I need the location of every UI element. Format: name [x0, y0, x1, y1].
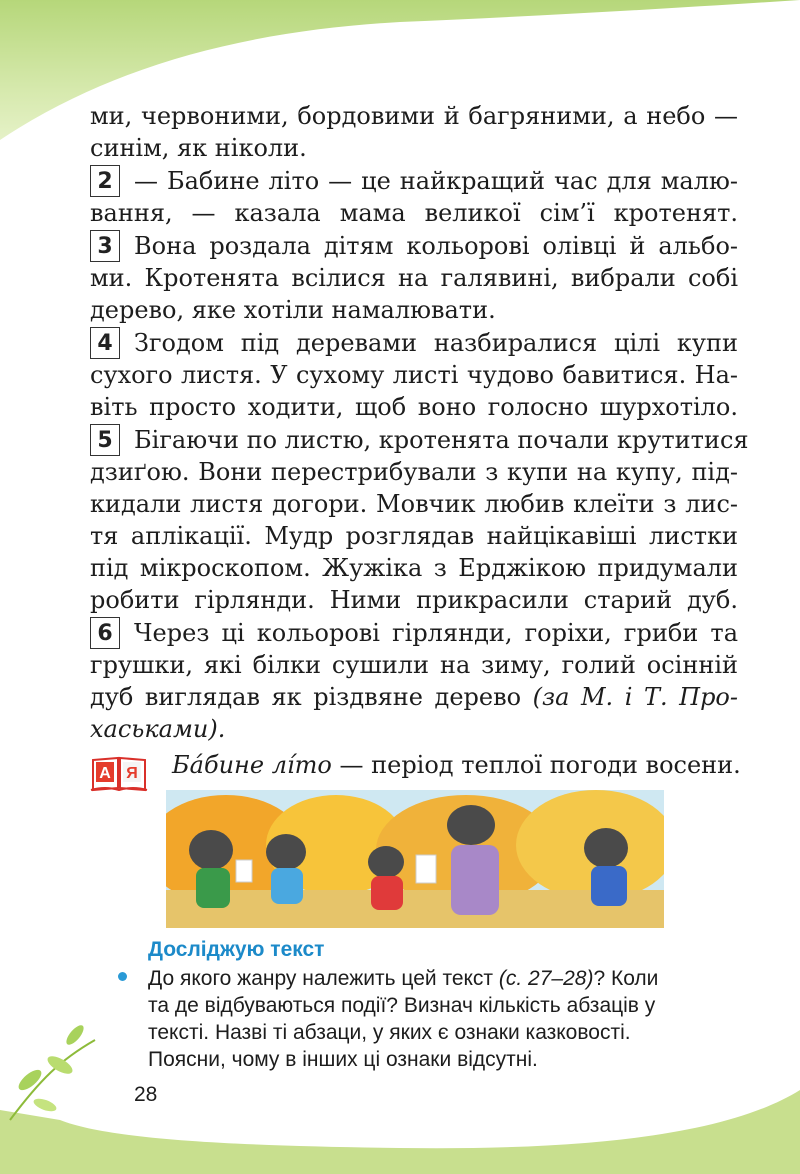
paragraph-2-number: 2 [90, 165, 120, 197]
paragraph-5-line-6: робити гірлянди. Ними прикрасили старий дуб. [90, 586, 738, 614]
bullet-icon [118, 972, 127, 981]
paragraph-4-line-3: віть просто ходити, щоб воно голосно шурхотіло. [90, 393, 738, 421]
paragraph-5-line-1: Бігаючи по листю, кротенята почали крутитися [134, 426, 749, 454]
task-line-1 [148, 966, 738, 991]
paragraph-2-line-1: — Бабине літо — це найкращий час для малю- [134, 167, 738, 195]
vocabulary-definition: — період теплої погоди восени. [331, 751, 741, 779]
paragraph-5-line-2: дзиґою. Вони перестрибували з купи на купу, під- [90, 458, 738, 486]
paragraph-4-number: 4 [90, 327, 120, 359]
task-line-3: тексті. Назві ті абзаци, у яких є ознаки казковості. [148, 1021, 631, 1044]
paragraph-3-number: 3 [90, 230, 120, 262]
paragraph-5-line-3: кидали листя догори. Мовчик любив клеїти з лис- [90, 490, 738, 518]
paragraph-3-line-1: Вона роздала дітям кольорові олівці й альбо- [134, 232, 738, 260]
paragraph-2-line-2: вання, — казала мама великої сім’ї кротенят. [90, 199, 738, 227]
paragraph-1-line-2: синім, як ніколи. [90, 134, 307, 162]
page-number: 28 [134, 1083, 158, 1106]
source-citation-part-2: хаськами). [90, 715, 226, 743]
paragraph-4-line-2: сухого листя. У сухому листі чудово бавитися. На- [90, 361, 738, 389]
paragraph-6-line-3 [90, 680, 738, 714]
paragraph-5-line-5: під мікроскопом. Жужіка з Ерджікою придумали [90, 554, 738, 582]
source-citation-part-1: (за М. і Т. Про- [532, 683, 738, 711]
paragraph-3-line-3: дерево, яке хотіли намалювати. [90, 296, 496, 324]
paragraph-1-line-1: ми, червоними, бордовими й багряними, а небо — [90, 102, 738, 130]
task-line-4: Поясни, чому в інших ці ознаки відсутні. [148, 1048, 538, 1071]
dictionary-book-icon [90, 752, 148, 792]
paragraph-6-line-3-text: дуб виглядав як різдвяне дерево [90, 683, 533, 711]
task-line-1-text: До якого жанру належить цей текст [148, 967, 499, 990]
paragraph-3-line-2: ми. Кротенята всілися на галявині, вибрали собі [90, 264, 738, 292]
icon-letter-a: А [99, 765, 111, 782]
icon-letter-ya: Я [126, 765, 138, 782]
paragraph-4-line-1: Згодом під деревами назбиралися цілі купи [134, 329, 738, 357]
paragraph-6-line-1: Через ці кольорові гірлянди, горіхи, гриби та [134, 619, 738, 647]
vocabulary-term: Ба́бине лі́то [172, 751, 332, 779]
paragraph-5-number: 5 [90, 424, 120, 456]
task-line-1-end: ? Коли [593, 967, 659, 990]
leaf-decoration [0, 1010, 120, 1130]
moles-autumn-illustration [166, 790, 664, 928]
vocabulary-note [172, 748, 741, 782]
paragraph-5-line-4: тя аплікації. Мудр розглядав найцікавіші листки [90, 522, 738, 550]
task-page-reference: (с. 27–28) [498, 967, 594, 990]
paragraph-6-line-2: грушки, які білки сушили на зиму, голий осінній [90, 651, 738, 679]
paragraph-6-number: 6 [90, 617, 120, 649]
section-title: Досліджую текст [148, 938, 325, 961]
task-line-2: та де відбуваються події? Визнач кількість абзаців у [148, 994, 656, 1017]
